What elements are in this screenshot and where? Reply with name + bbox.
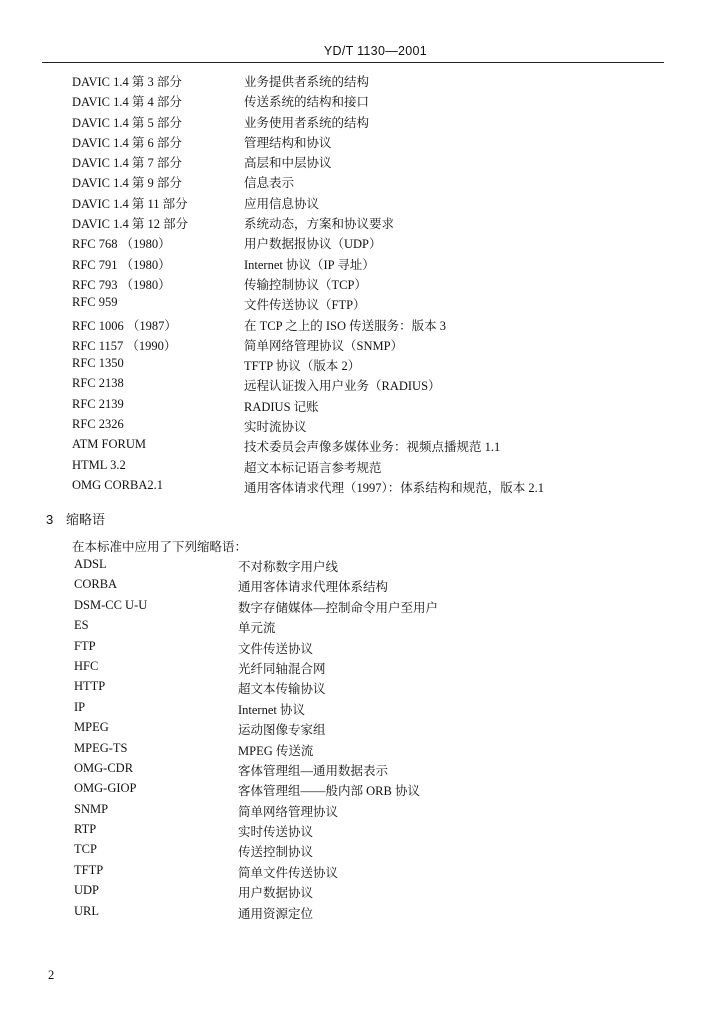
reference-code: RFC 1006 （1987） — [72, 318, 177, 333]
reference-title: RADIUS 记账 — [244, 399, 319, 414]
reference-title: 传送系统的结构和接口 — [244, 95, 370, 110]
reference-title: 文件传送协议（FTP） — [244, 298, 366, 313]
reference-title: 用户数据报协议（UDP） — [244, 237, 382, 252]
abbreviation-term: TCP — [74, 842, 97, 857]
reference-title: 在 TCP 之上的 ISO 传送服务：版本 3 — [244, 318, 446, 333]
reference-title: 实时流协议 — [244, 420, 307, 435]
reference-code: DAVIC 1.4 第 6 部分 — [72, 135, 182, 150]
abbreviation-definition: 超文本传输协议 — [238, 682, 326, 697]
reference-code: RFC 768 （1980） — [72, 237, 171, 252]
section-number: 3 — [46, 512, 54, 527]
abbreviation-term: HTTP — [74, 679, 106, 694]
abbreviation-term: RTP — [74, 822, 97, 837]
abbreviation-term: OMG-CDR — [74, 760, 134, 775]
abbreviation-term: DSM-CC U-U — [74, 597, 148, 612]
abbreviation-definition: MPEG 传送流 — [238, 743, 314, 758]
abbreviation-definition: 通用资源定位 — [238, 906, 314, 921]
abbreviation-definition: 传送控制协议 — [238, 845, 314, 860]
reference-title: 技术委员会声像多媒体业务：视频点播规范 1.1 — [244, 440, 501, 455]
reference-code: DAVIC 1.4 第 9 部分 — [72, 176, 182, 191]
reference-code: RFC 2138 — [72, 376, 124, 391]
reference-title: 通用客体请求代理（1997）：体系结构和规范，版本 2.1 — [244, 480, 545, 495]
reference-code: HTML 3.2 — [72, 457, 126, 472]
reference-code: DAVIC 1.4 第 11 部分 — [72, 196, 188, 211]
reference-title: 简单网络管理协议（SNMP） — [244, 338, 404, 353]
abbreviation-term: UDP — [74, 883, 100, 898]
reference-code: RFC 791 （1980） — [72, 257, 171, 272]
abbreviation-term: ES — [74, 618, 89, 633]
abbreviation-term: SNMP — [74, 801, 109, 816]
reference-code: DAVIC 1.4 第 7 部分 — [72, 156, 182, 171]
reference-code: ATM FORUM — [72, 437, 146, 452]
reference-code: RFC 2139 — [72, 396, 124, 411]
reference-title: 系统动态，方案和协议要求 — [244, 217, 395, 232]
abbreviation-definition: 通用客体请求代理体系结构 — [238, 580, 389, 595]
abbreviation-term: OMG-GIOP — [74, 781, 137, 796]
reference-code: RFC 1157 （1990） — [72, 338, 177, 353]
abbreviation-definition: 简单网络管理协议 — [238, 804, 339, 819]
reference-code: DAVIC 1.4 第 3 部分 — [72, 75, 182, 89]
reference-title: TFTP 协议（版本 2） — [244, 359, 361, 374]
reference-title: 远程认证拨入用户业务（RADIUS） — [244, 379, 441, 394]
abbreviation-definition: 客体管理组—通用数据表示 — [238, 763, 389, 778]
abbreviation-term: MPEG-TS — [74, 740, 128, 755]
reference-title: 业务使用者系统的结构 — [244, 115, 370, 130]
header-rule — [42, 62, 664, 63]
reference-code: OMG CORBA2.1 — [72, 477, 163, 492]
reference-title: 信息表示 — [244, 176, 295, 191]
abbreviation-term: CORBA — [74, 577, 118, 592]
reference-code: DAVIC 1.4 第 4 部分 — [72, 95, 182, 110]
abbreviation-definition: 客体管理组——般内部 ORB 协议 — [238, 784, 420, 799]
standard-number: YD/T 1130—2001 — [323, 44, 427, 58]
abbreviation-definition: Internet 协议 — [238, 702, 305, 717]
abbreviation-definition: 运动图像专家组 — [238, 723, 326, 738]
reference-code: DAVIC 1.4 第 12 部分 — [72, 217, 189, 232]
reference-code: RFC 2326 — [72, 417, 124, 432]
page-header — [0, 0, 705, 64]
reference-title: 业务提供者系统的结构 — [244, 75, 370, 89]
reference-title: Internet 协议（IP 寻址） — [244, 257, 375, 272]
abbreviation-definition: 实时传送协议 — [238, 825, 314, 840]
section-title: 缩略语 — [66, 512, 106, 527]
abbreviation-term: URL — [74, 903, 99, 918]
abbreviation-definition: 单元流 — [238, 621, 276, 636]
abbreviation-term: HFC — [74, 658, 99, 673]
abbreviations-intro: 在本标准中应用了下列缩略语： — [72, 540, 248, 554]
abbreviation-term: FTP — [74, 638, 96, 653]
reference-title: 传输控制协议（TCP） — [244, 277, 367, 292]
abbreviation-term: IP — [74, 699, 86, 714]
abbreviation-definition: 文件传送协议 — [238, 641, 314, 656]
reference-title: 超文本标记语言参考规范 — [244, 460, 382, 475]
abbreviation-definition: 用户数据协议 — [238, 886, 314, 901]
reference-code: RFC 793 （1980） — [72, 277, 171, 292]
reference-title: 高层和中层协议 — [244, 156, 332, 171]
abbreviation-definition: 光纤同轴混合网 — [238, 661, 326, 676]
abbreviation-term: MPEG — [74, 720, 109, 735]
abbreviation-definition: 数字存储媒体—控制命令用户至用户 — [238, 600, 439, 615]
abbreviation-term: ADSL — [74, 557, 107, 571]
abbreviation-term: TFTP — [74, 862, 104, 877]
reference-code: RFC 959 — [72, 295, 118, 310]
reference-title: 管理结构和协议 — [244, 135, 332, 150]
abbreviation-definition: 简单文件传送协议 — [238, 865, 339, 880]
abbreviation-definition: 不对称数字用户线 — [238, 560, 339, 574]
reference-code: DAVIC 1.4 第 5 部分 — [72, 115, 182, 130]
reference-title: 应用信息协议 — [244, 196, 320, 211]
page-number: 2 — [48, 968, 55, 982]
section-heading — [46, 509, 105, 528]
reference-code: RFC 1350 — [72, 356, 124, 371]
